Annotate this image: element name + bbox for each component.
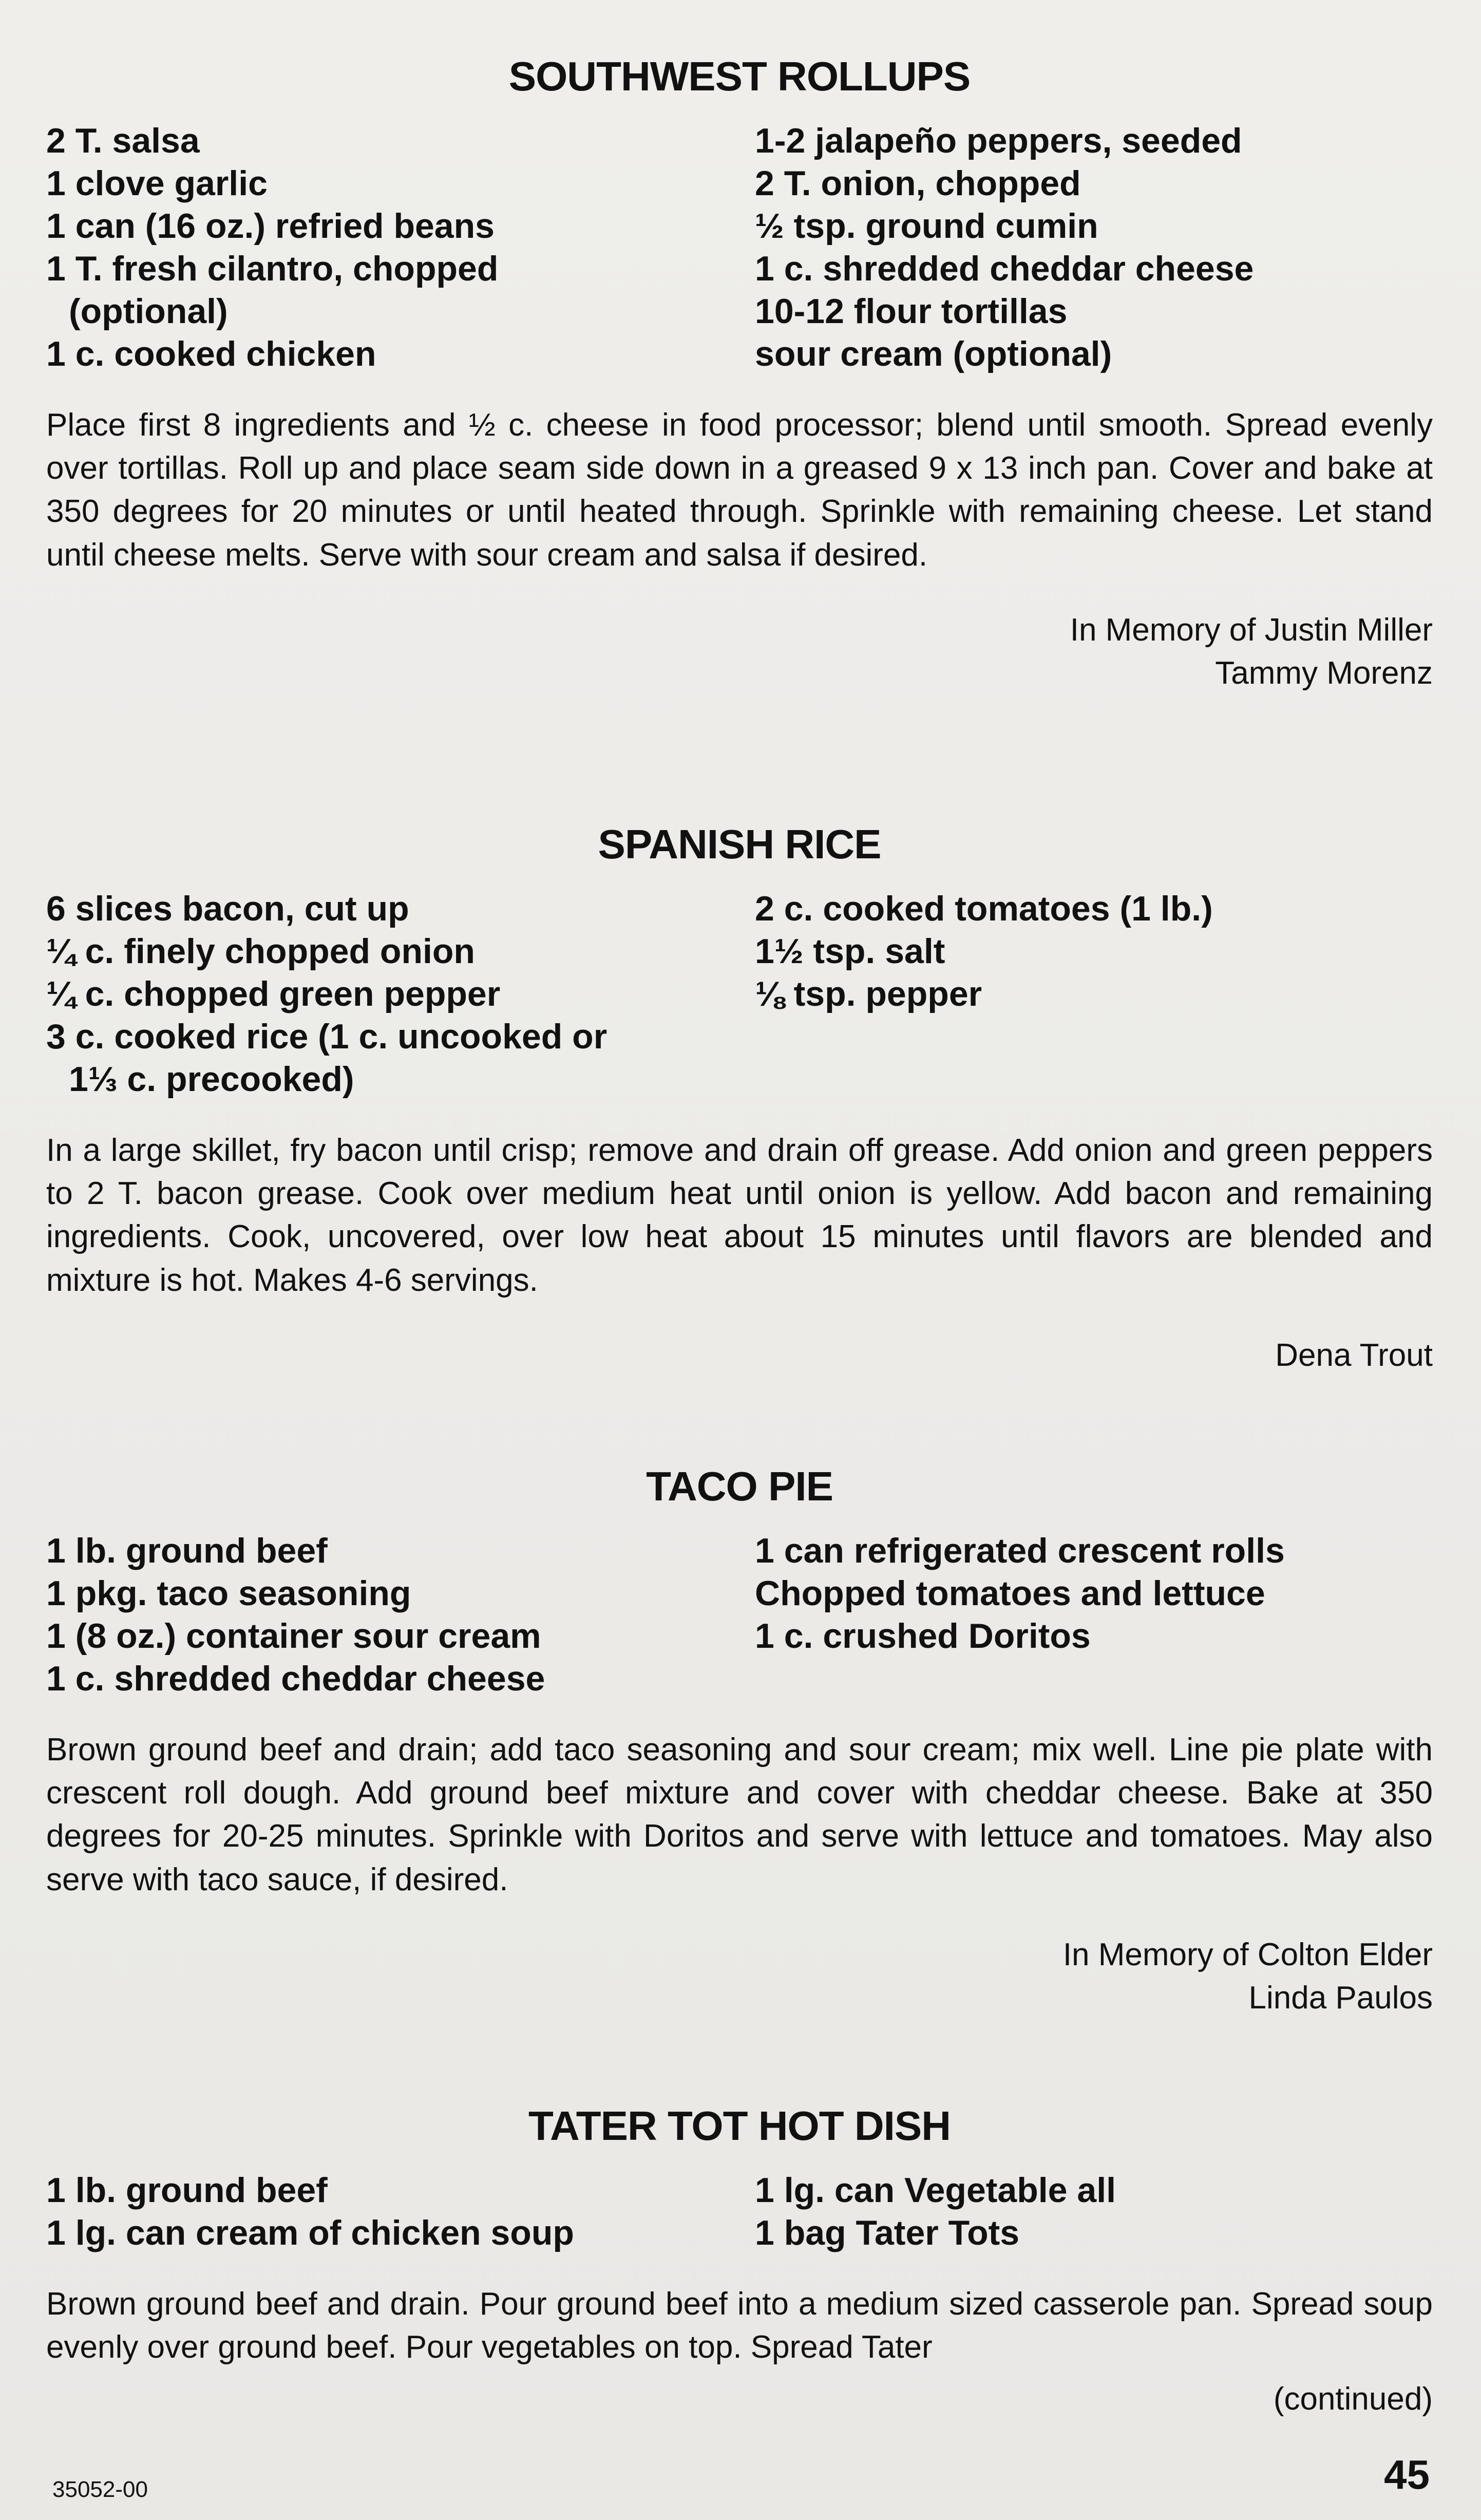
ingredients-left xyxy=(46,120,724,375)
ingredient: 1 c. shredded cheddar cheese xyxy=(46,1659,545,1698)
ingredient: 1 lg. can cream of chicken soup xyxy=(46,2213,574,2252)
instructions: Brown ground beef and drain. Pour ground beef into a medium sized casserole pan. Spread soup evenly over ground beef. Pour vegetables on top. Spread Tater xyxy=(46,2286,1433,2365)
ingredient: 1 T. fresh cilantro, chopped xyxy=(46,249,499,288)
continued-label: (continued) xyxy=(1273,2381,1433,2417)
ingredient: 1 clove garlic xyxy=(46,163,268,203)
page-number: 45 xyxy=(1384,2452,1430,2497)
ingredients xyxy=(46,120,1433,375)
recipe-southwest-rollups xyxy=(46,54,1433,694)
recipe-title: SPANISH RICE xyxy=(598,821,881,867)
ingredient: 1⅓ c. precooked) xyxy=(69,1059,354,1099)
ingredient: 1 c. cooked chicken xyxy=(46,334,376,373)
ingredients xyxy=(46,1530,1433,1700)
ingredient: 1 pkg. taco seasoning xyxy=(46,1573,411,1613)
ingredient: 1½ tsp. salt xyxy=(755,931,945,971)
ingredient: 1 can refrigerated crescent rolls xyxy=(755,1531,1285,1570)
recipe-taco-pie xyxy=(46,1464,1433,2019)
ingredient: 6 slices bacon, cut up xyxy=(46,889,409,928)
credit-line: In Memory of Justin Miller xyxy=(1070,612,1433,648)
ingredient: 1 lb. ground beef xyxy=(46,1531,328,1570)
ingredient: Chopped tomatoes and lettuce xyxy=(755,1573,1265,1613)
ingredient: 2 T. onion, chopped xyxy=(755,163,1081,203)
ingredient: 3 c. cooked rice (1 c. uncooked or xyxy=(46,1017,607,1056)
recipe-tater-tot-hot-dish xyxy=(46,2103,1433,2369)
ingredient: (optional) xyxy=(69,291,228,331)
credit-line: In Memory of Colton Elder xyxy=(1062,1937,1433,1973)
ingredient: 1 lb. ground beef xyxy=(46,2171,328,2210)
ingredients-right xyxy=(755,1530,1433,1700)
ingredients-left xyxy=(46,1530,724,1700)
recipe-spanish-rice xyxy=(46,822,1433,1377)
ingredients-right xyxy=(755,888,1433,1101)
ingredient: 1 bag Tater Tots xyxy=(755,2213,1020,2252)
credit-line: Linda Paulos xyxy=(1248,1980,1433,2016)
credit xyxy=(46,609,1433,694)
instructions: Brown ground beef and drain; add taco seasoning and sour cream; mix well. Line pie plate with crescent roll dough. Add ground beef mixture and cover with cheddar cheese. Bake at 350 degrees for 20-25 minutes. Sprinkle with Doritos and serve with lettuce and tomatoes. May also serve with taco sauce, if desired. xyxy=(46,1732,1433,1897)
ingredients-right xyxy=(755,120,1433,375)
ingredient: sour cream (optional) xyxy=(755,334,1112,373)
credit xyxy=(46,1933,1433,2019)
ingredient: ½ tsp. ground cumin xyxy=(755,206,1098,246)
ingredient: ⅛ tsp. pepper xyxy=(755,974,982,1013)
ingredients xyxy=(46,888,1433,1101)
instructions: Place first 8 ingredients and ½ c. cheese in food processor; blend until smooth. Spread evenly over tortillas. Roll up and place seam side down in a greased 9 x 13 inch pan. Cover and bake at 350 degrees for 20 minutes or until heated through. Sprinkle with remaining cheese. Let stand until cheese melts. Serve with sour cream and salsa if desired. xyxy=(46,407,1433,573)
ingredient: 1 c. crushed Doritos xyxy=(755,1616,1091,1656)
ingredient: ¼ c. chopped green pepper xyxy=(46,974,501,1013)
ingredients-right xyxy=(755,2169,1433,2254)
recipe-title: TATER TOT HOT DISH xyxy=(528,2103,951,2149)
recipe-title: TACO PIE xyxy=(646,1463,833,1509)
ingredient: 2 c. cooked tomatoes (1 lb.) xyxy=(755,889,1213,928)
credit-line: Tammy Morenz xyxy=(1215,655,1433,691)
credit xyxy=(46,1334,1433,1377)
ingredient: 1 can (16 oz.) refried beans xyxy=(46,206,495,246)
instructions: In a large skillet, fry bacon until crisp; remove and drain off grease. Add onion and green peppers to 2 T. bacon grease. Cook over medium heat until onion is yellow. Add bacon and remaining ingredients. Cook, uncovered, over low heat about 15 minutes until flavors are blended and mixture is hot. Makes 4-6 servings. xyxy=(46,1132,1433,1298)
ingredients-left xyxy=(46,888,724,1101)
ingredient: 1 (8 oz.) container sour cream xyxy=(46,1616,541,1656)
ingredients-left xyxy=(46,2169,724,2254)
footer-code: 35052-00 xyxy=(52,2477,148,2502)
ingredient: 10-12 flour tortillas xyxy=(755,291,1068,331)
credit-line: Dena Trout xyxy=(1275,1338,1433,1374)
ingredient: 1 c. shredded cheddar cheese xyxy=(755,249,1254,288)
ingredient: ¼ c. finely chopped onion xyxy=(46,931,475,971)
ingredient: 2 T. salsa xyxy=(46,121,200,160)
ingredient: 1 lg. can Vegetable all xyxy=(755,2171,1116,2210)
recipe-title: SOUTHWEST ROLLUPS xyxy=(508,53,971,99)
ingredients xyxy=(46,2169,1433,2254)
ingredient: 1-2 jalapeño peppers, seeded xyxy=(755,121,1242,160)
